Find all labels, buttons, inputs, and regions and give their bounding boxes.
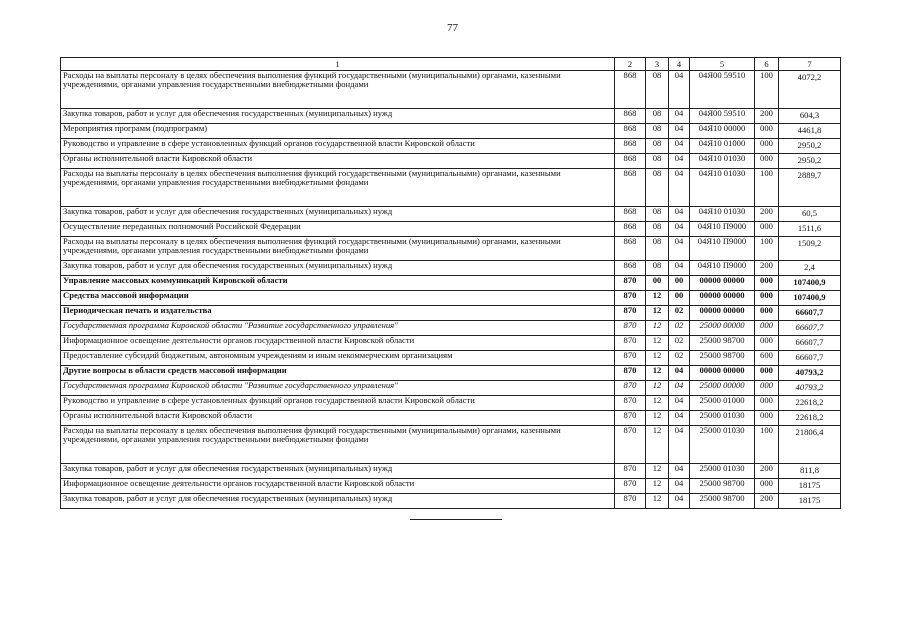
cell-name: Государственная программа Кировской области "Развитие государственного управления" — [61, 381, 615, 396]
cell-section: 12 — [646, 336, 669, 351]
cell-expense-type: 000 — [755, 321, 779, 336]
cell-target-article: 25000 00000 — [690, 381, 755, 396]
cell-target-article: 25000 98700 — [690, 336, 755, 351]
cell-amount: 21806,4 — [779, 426, 841, 464]
cell-ministry-code: 870 — [615, 479, 646, 494]
cell-name: Информационное освещение деятельности органов государственной власти Кировской области — [61, 479, 615, 494]
cell-amount: 66607,7 — [779, 351, 841, 366]
cell-target-article: 04Я00 59510 — [690, 71, 755, 109]
cell-subsection: 04 — [669, 124, 690, 139]
cell-name: Руководство и управление в сфере установленных функций органов государственной власти Кировской области — [61, 396, 615, 411]
cell-section: 12 — [646, 351, 669, 366]
cell-target-article: 00000 00000 — [690, 366, 755, 381]
cell-subsection: 04 — [669, 109, 690, 124]
cell-target-article: 04Я10 00000 — [690, 124, 755, 139]
cell-section: 08 — [646, 139, 669, 154]
cell-expense-type: 000 — [755, 336, 779, 351]
cell-subsection: 00 — [669, 291, 690, 306]
cell-subsection: 04 — [669, 494, 690, 509]
cell-target-article: 04Я10 01030 — [690, 154, 755, 169]
cell-target-article: 25000 00000 — [690, 321, 755, 336]
cell-name: Руководство и управление в сфере установленных функций органов государственной власти Кировской области — [61, 139, 615, 154]
table-row — [61, 321, 841, 336]
cell-ministry-code: 868 — [615, 124, 646, 139]
cell-subsection: 04 — [669, 479, 690, 494]
table-row — [61, 464, 841, 479]
cell-subsection: 04 — [669, 261, 690, 276]
column-header: 6 — [755, 58, 779, 71]
cell-expense-type: 600 — [755, 351, 779, 366]
cell-target-article: 04Я10 01000 — [690, 139, 755, 154]
cell-target-article: 25000 01030 — [690, 464, 755, 479]
page-number: 77 — [447, 22, 458, 34]
cell-section: 12 — [646, 479, 669, 494]
cell-expense-type: 000 — [755, 381, 779, 396]
table-row — [61, 139, 841, 154]
table-row — [61, 291, 841, 306]
cell-ministry-code: 870 — [615, 306, 646, 321]
cell-subsection: 02 — [669, 321, 690, 336]
closing-rule — [410, 519, 502, 520]
cell-section: 08 — [646, 154, 669, 169]
cell-ministry-code: 870 — [615, 291, 646, 306]
cell-name: Расходы на выплаты персоналу в целях обеспечения выполнения функций государственными (муниципальными) органами, казенными учреждениями, органами управления государственными внебюджетными фондами — [61, 426, 615, 464]
cell-name: Органы исполнительной власти Кировской области — [61, 411, 615, 426]
cell-ministry-code: 870 — [615, 494, 646, 509]
cell-name: Периодическая печать и издательства — [61, 306, 615, 321]
cell-expense-type: 200 — [755, 464, 779, 479]
column-header: 5 — [690, 58, 755, 71]
cell-amount: 107400,9 — [779, 291, 841, 306]
cell-subsection: 04 — [669, 396, 690, 411]
table-row — [61, 494, 841, 509]
cell-subsection: 04 — [669, 139, 690, 154]
column-header: 3 — [646, 58, 669, 71]
cell-subsection: 04 — [669, 222, 690, 237]
cell-target-article: 04Я10 П9000 — [690, 222, 755, 237]
cell-ministry-code: 868 — [615, 169, 646, 207]
cell-name: Закупка товаров, работ и услуг для обеспечения государственных (муниципальных) нужд — [61, 261, 615, 276]
cell-name: Средства массовой информации — [61, 291, 615, 306]
column-header: 4 — [669, 58, 690, 71]
cell-section: 12 — [646, 291, 669, 306]
cell-subsection: 00 — [669, 276, 690, 291]
cell-expense-type: 100 — [755, 71, 779, 109]
cell-name: Расходы на выплаты персоналу в целях обеспечения выполнения функций государственными (муниципальными) органами, казенными учреждениями, органами управления государственными внебюджетными фондами — [61, 169, 615, 207]
cell-expense-type: 000 — [755, 222, 779, 237]
cell-subsection: 04 — [669, 426, 690, 464]
table-row — [61, 276, 841, 291]
cell-amount: 66607,7 — [779, 306, 841, 321]
cell-expense-type: 000 — [755, 366, 779, 381]
cell-expense-type: 200 — [755, 261, 779, 276]
cell-ministry-code: 870 — [615, 321, 646, 336]
cell-name: Органы исполнительной власти Кировской области — [61, 154, 615, 169]
cell-section: 08 — [646, 207, 669, 222]
cell-amount: 22618,2 — [779, 396, 841, 411]
cell-subsection: 04 — [669, 154, 690, 169]
table-row — [61, 411, 841, 426]
cell-subsection: 04 — [669, 169, 690, 207]
cell-ministry-code: 870 — [615, 396, 646, 411]
table-row — [61, 479, 841, 494]
cell-target-article: 25000 98700 — [690, 479, 755, 494]
cell-target-article: 25000 01000 — [690, 396, 755, 411]
column-header: 7 — [779, 58, 841, 71]
cell-section: 12 — [646, 464, 669, 479]
cell-ministry-code: 868 — [615, 237, 646, 261]
cell-name: Закупка товаров, работ и услуг для обеспечения государственных (муниципальных) нужд — [61, 207, 615, 222]
cell-section: 08 — [646, 169, 669, 207]
cell-name: Расходы на выплаты персоналу в целях обеспечения выполнения функций государственными (муниципальными) органами, казенными учреждениями, органами управления государственными внебюджетными фондами — [61, 71, 615, 109]
cell-section: 08 — [646, 124, 669, 139]
cell-target-article: 25000 98700 — [690, 351, 755, 366]
cell-name: Мероприятия программ (подпрограмм) — [61, 124, 615, 139]
cell-amount: 2889,7 — [779, 169, 841, 207]
cell-target-article: 00000 00000 — [690, 291, 755, 306]
cell-amount: 4072,2 — [779, 71, 841, 109]
table-row — [61, 396, 841, 411]
cell-target-article: 00000 00000 — [690, 276, 755, 291]
cell-amount: 2950,2 — [779, 139, 841, 154]
cell-amount: 604,3 — [779, 109, 841, 124]
cell-section: 12 — [646, 306, 669, 321]
cell-name: Предоставление субсидий бюджетным, автономным учреждениям и иным некоммерческим организациям — [61, 351, 615, 366]
cell-ministry-code: 870 — [615, 276, 646, 291]
table-row — [61, 71, 841, 109]
cell-subsection: 02 — [669, 336, 690, 351]
cell-section: 12 — [646, 321, 669, 336]
cell-section: 08 — [646, 71, 669, 109]
cell-name: Государственная программа Кировской области "Развитие государственного управления" — [61, 321, 615, 336]
table-row — [61, 381, 841, 396]
cell-ministry-code: 868 — [615, 207, 646, 222]
cell-name: Закупка товаров, работ и услуг для обеспечения государственных (муниципальных) нужд — [61, 109, 615, 124]
table-row — [61, 222, 841, 237]
cell-subsection: 04 — [669, 207, 690, 222]
cell-section: 12 — [646, 411, 669, 426]
cell-expense-type: 000 — [755, 154, 779, 169]
cell-amount: 40793,2 — [779, 366, 841, 381]
cell-amount: 40793,2 — [779, 381, 841, 396]
table-row — [61, 261, 841, 276]
cell-expense-type: 000 — [755, 306, 779, 321]
cell-expense-type: 000 — [755, 276, 779, 291]
cell-name: Расходы на выплаты персоналу в целях обеспечения выполнения функций государственными (муниципальными) органами, казенными учреждениями, органами управления государственными внебюджетными фондами — [61, 237, 615, 261]
cell-amount: 2950,2 — [779, 154, 841, 169]
cell-name: Осуществление переданных полномочий Российской Федерации — [61, 222, 615, 237]
cell-expense-type: 100 — [755, 426, 779, 464]
cell-expense-type: 000 — [755, 124, 779, 139]
cell-amount: 18175 — [779, 494, 841, 509]
cell-ministry-code: 868 — [615, 109, 646, 124]
table-body — [61, 71, 841, 509]
cell-expense-type: 100 — [755, 237, 779, 261]
cell-expense-type: 000 — [755, 396, 779, 411]
cell-subsection: 04 — [669, 381, 690, 396]
table-row — [61, 336, 841, 351]
cell-amount: 1509,2 — [779, 237, 841, 261]
cell-expense-type: 200 — [755, 207, 779, 222]
cell-section: 12 — [646, 396, 669, 411]
cell-target-article: 25000 01030 — [690, 426, 755, 464]
cell-name: Другие вопросы в области средств массовой информации — [61, 366, 615, 381]
cell-amount: 2,4 — [779, 261, 841, 276]
table-row — [61, 366, 841, 381]
cell-name: Информационное освещение деятельности органов государственной власти Кировской области — [61, 336, 615, 351]
cell-amount: 66607,7 — [779, 336, 841, 351]
cell-ministry-code: 870 — [615, 464, 646, 479]
cell-amount: 1511,6 — [779, 222, 841, 237]
cell-ministry-code: 868 — [615, 139, 646, 154]
cell-name: Закупка товаров, работ и услуг для обеспечения государственных (муниципальных) нужд — [61, 494, 615, 509]
cell-expense-type: 000 — [755, 411, 779, 426]
cell-subsection: 04 — [669, 411, 690, 426]
cell-expense-type: 000 — [755, 479, 779, 494]
cell-section: 08 — [646, 261, 669, 276]
cell-ministry-code: 868 — [615, 261, 646, 276]
table-row — [61, 237, 841, 261]
table-row — [61, 306, 841, 321]
table-row — [61, 169, 841, 207]
cell-target-article: 00000 00000 — [690, 306, 755, 321]
cell-section: 00 — [646, 276, 669, 291]
cell-subsection: 04 — [669, 237, 690, 261]
cell-ministry-code: 870 — [615, 426, 646, 464]
cell-section: 08 — [646, 237, 669, 261]
table-row — [61, 351, 841, 366]
cell-expense-type: 000 — [755, 291, 779, 306]
cell-expense-type: 100 — [755, 169, 779, 207]
cell-section: 12 — [646, 426, 669, 464]
cell-ministry-code: 868 — [615, 154, 646, 169]
cell-ministry-code: 868 — [615, 222, 646, 237]
table-header-row — [61, 58, 841, 71]
cell-name: Закупка товаров, работ и услуг для обеспечения государственных (муниципальных) нужд — [61, 464, 615, 479]
table-row — [61, 426, 841, 464]
cell-section: 12 — [646, 381, 669, 396]
cell-ministry-code: 870 — [615, 366, 646, 381]
cell-name: Управление массовых коммуникаций Кировской области — [61, 276, 615, 291]
cell-target-article: 25000 01030 — [690, 411, 755, 426]
table-row — [61, 124, 841, 139]
cell-section: 12 — [646, 366, 669, 381]
cell-subsection: 04 — [669, 464, 690, 479]
cell-subsection: 02 — [669, 306, 690, 321]
column-header: 2 — [615, 58, 646, 71]
cell-ministry-code: 870 — [615, 351, 646, 366]
cell-ministry-code: 870 — [615, 411, 646, 426]
cell-ministry-code: 868 — [615, 71, 646, 109]
budget-table — [60, 57, 841, 509]
cell-target-article: 04Я10 01030 — [690, 207, 755, 222]
cell-ministry-code: 870 — [615, 381, 646, 396]
cell-ministry-code: 870 — [615, 336, 646, 351]
cell-expense-type: 200 — [755, 494, 779, 509]
cell-target-article: 04Я10 П9000 — [690, 237, 755, 261]
cell-target-article: 25000 98700 — [690, 494, 755, 509]
cell-subsection: 04 — [669, 71, 690, 109]
table-row — [61, 207, 841, 222]
cell-section: 08 — [646, 109, 669, 124]
column-header: 1 — [61, 58, 615, 71]
cell-amount: 18175 — [779, 479, 841, 494]
cell-expense-type: 000 — [755, 139, 779, 154]
cell-target-article: 04Я10 П9000 — [690, 261, 755, 276]
cell-amount: 811,8 — [779, 464, 841, 479]
cell-amount: 107400,9 — [779, 276, 841, 291]
cell-section: 12 — [646, 494, 669, 509]
cell-amount: 60,5 — [779, 207, 841, 222]
cell-target-article: 04Я00 59510 — [690, 109, 755, 124]
cell-amount: 22618,2 — [779, 411, 841, 426]
cell-target-article: 04Я10 01030 — [690, 169, 755, 207]
table-row — [61, 109, 841, 124]
cell-amount: 4461,8 — [779, 124, 841, 139]
cell-amount: 66607,7 — [779, 321, 841, 336]
cell-subsection: 04 — [669, 366, 690, 381]
table-row — [61, 154, 841, 169]
cell-expense-type: 200 — [755, 109, 779, 124]
cell-subsection: 02 — [669, 351, 690, 366]
cell-section: 08 — [646, 222, 669, 237]
